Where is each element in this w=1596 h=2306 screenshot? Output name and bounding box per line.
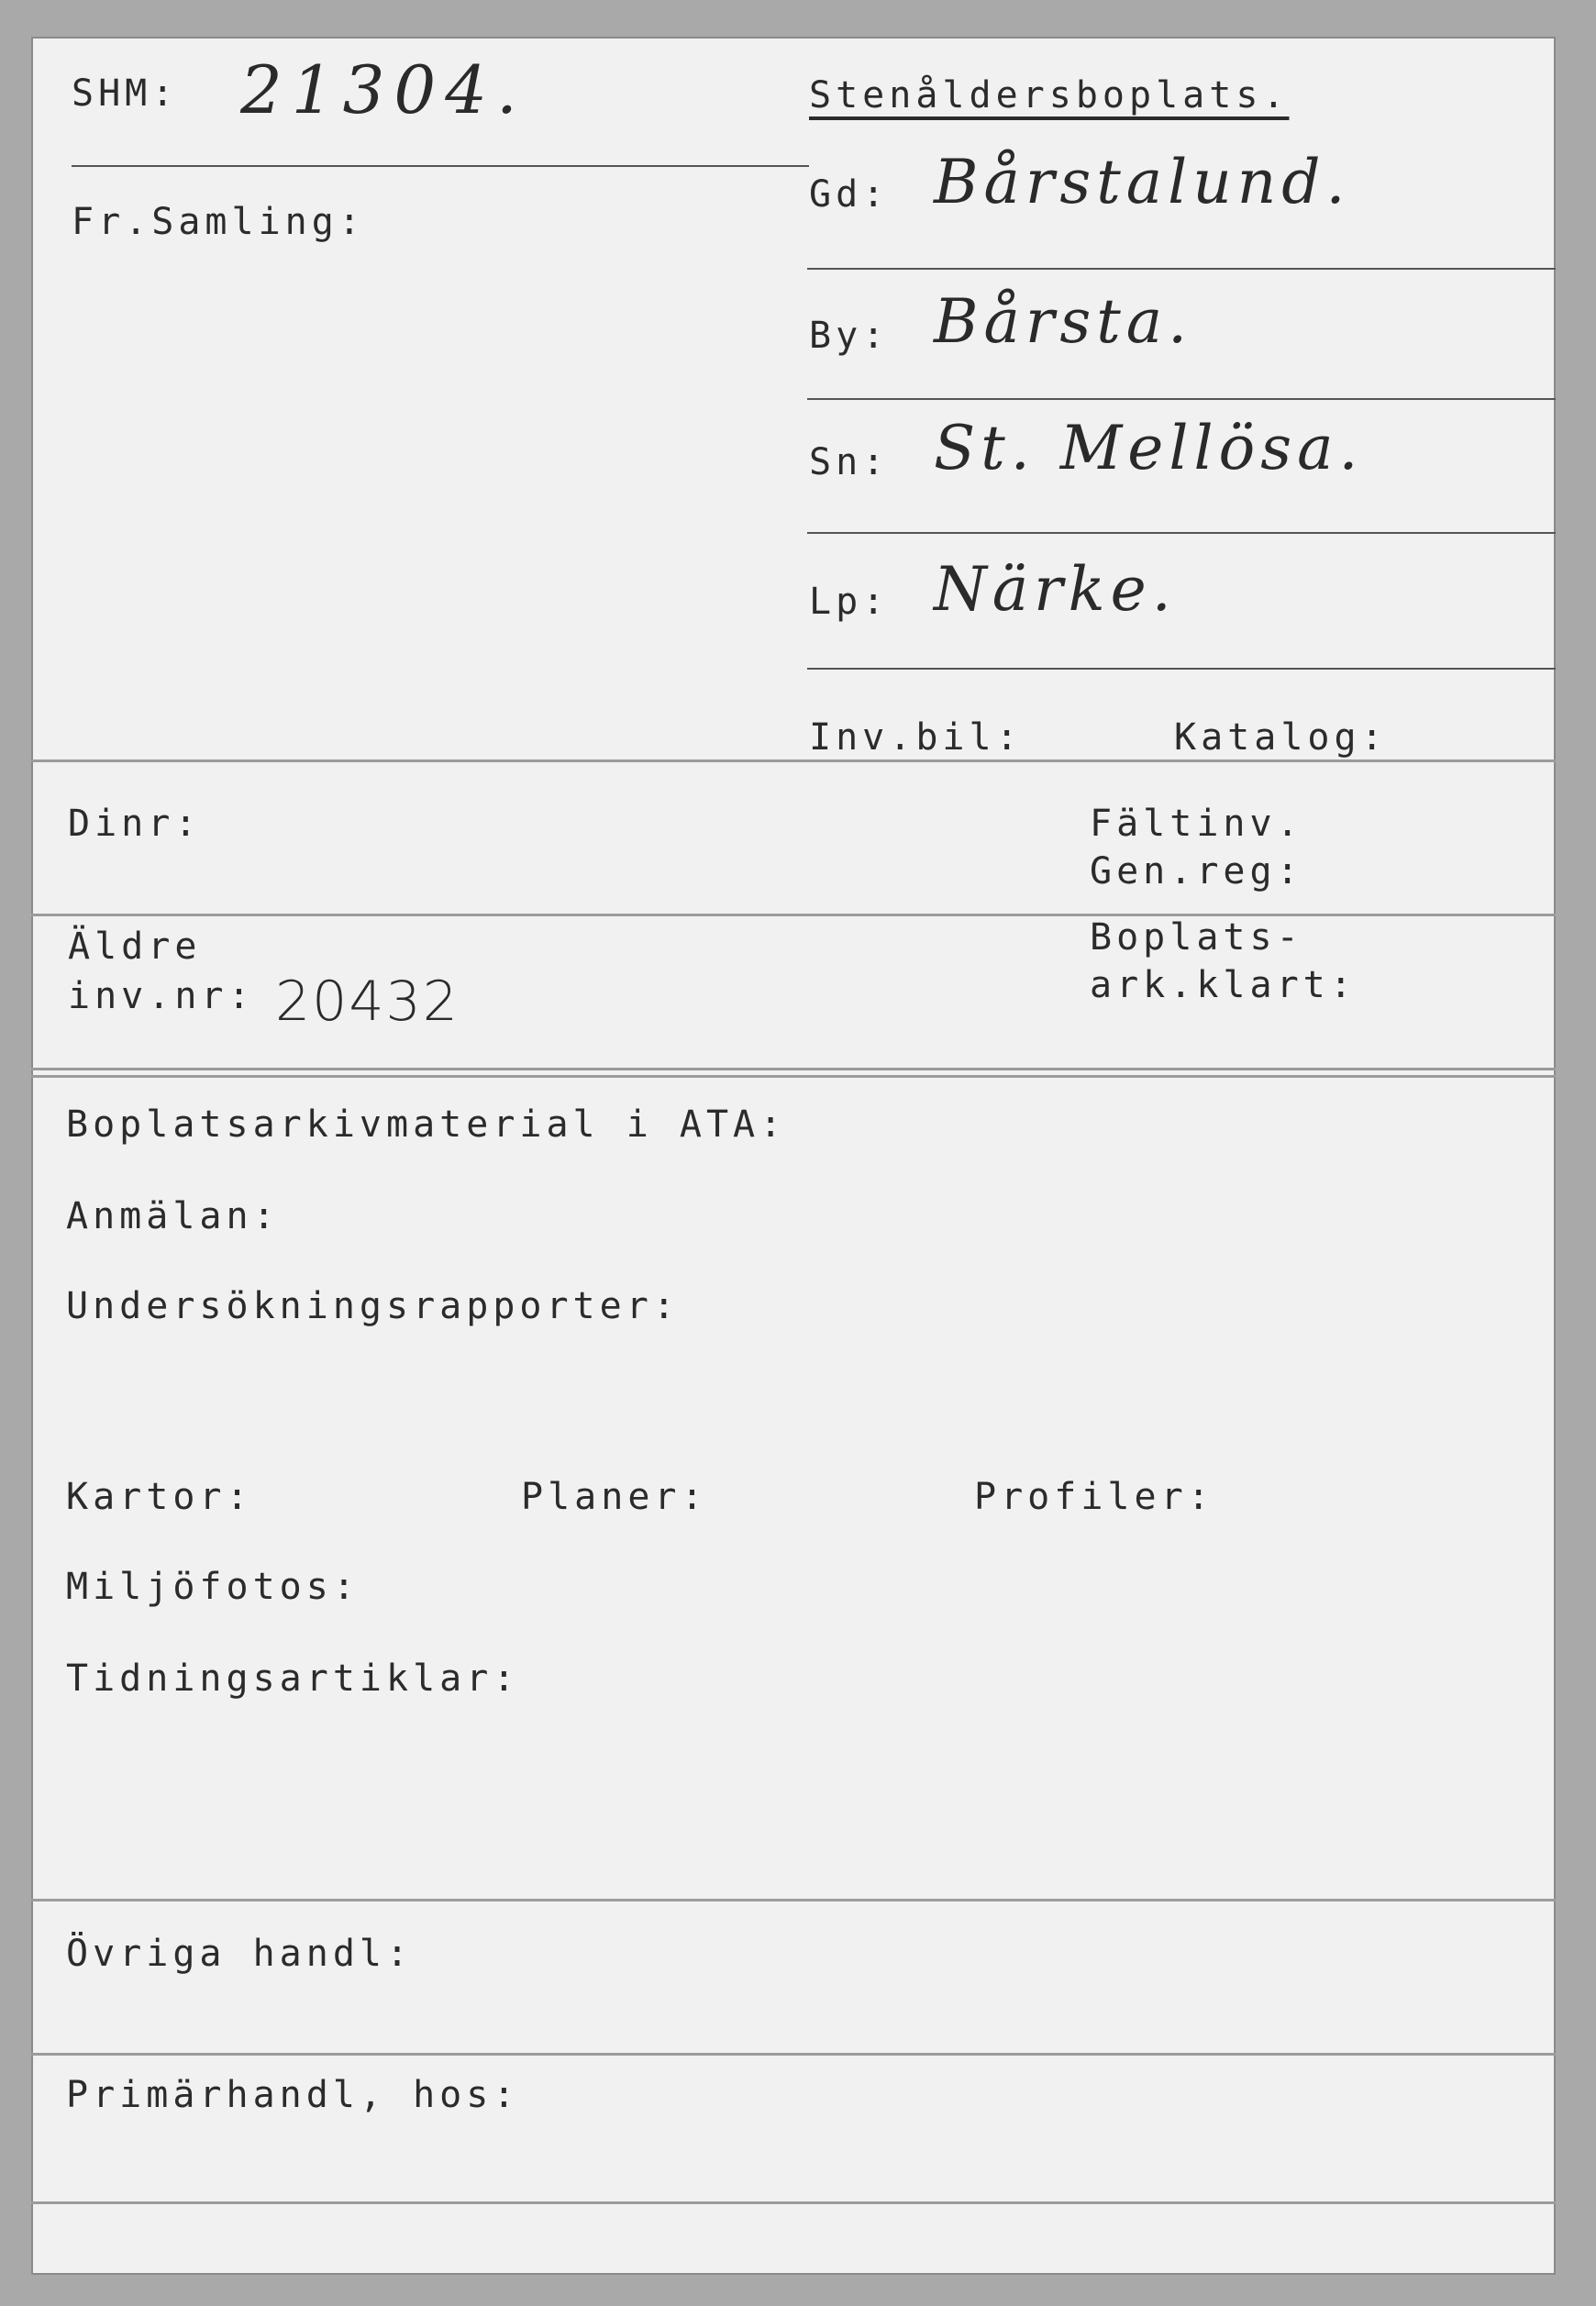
by-value-handwritten: Bårsta. <box>934 286 1193 357</box>
anmalan-label: Anmälan: <box>66 1195 280 1237</box>
inv-nr-handwritten: 20432 <box>275 970 460 1034</box>
gen-reg-label: Gen.reg: <box>1090 850 1303 892</box>
fr-samling-label: Fr.Samling: <box>72 201 365 243</box>
gd-label: Gd: <box>809 173 890 216</box>
tidning-label: Tidningsartiklar: <box>66 1657 520 1700</box>
gd-divider <box>807 268 1556 270</box>
ovriga-handl-label: Övriga handl: <box>66 1933 414 1975</box>
by-label: By: <box>809 315 890 357</box>
faltinv-label: Fältinv. <box>1090 803 1303 845</box>
dinr-label: Dinr: <box>68 803 202 845</box>
katalog-label: Katalog: <box>1174 716 1388 759</box>
sn-divider <box>807 532 1556 534</box>
ark-klart-label: ark.klart: <box>1090 964 1357 1006</box>
gd-value-handwritten: Bårstalund. <box>934 147 1351 217</box>
boplats-label: Boplats- <box>1090 916 1303 959</box>
undersokning-label: Undersökningsrapporter: <box>66 1285 680 1327</box>
section-divider-1 <box>31 759 1556 762</box>
inv-bil-label: Inv.bil: <box>809 716 1023 759</box>
section-divider-2 <box>31 914 1556 916</box>
section-divider-6 <box>31 2201 1556 2204</box>
sn-value-handwritten: St. Mellösa. <box>934 413 1364 483</box>
kartor-label: Kartor: <box>66 1476 253 1518</box>
section-divider-4 <box>31 1899 1556 1901</box>
section-divider-3a <box>31 1068 1556 1070</box>
aldre-label: Äldre <box>68 926 202 968</box>
miljofotos-label: Miljöfotos: <box>66 1566 360 1608</box>
site-category: Stenåldersboplats. <box>809 74 1290 116</box>
planer-label: Planer: <box>521 1476 708 1518</box>
lp-label: Lp: <box>809 581 890 623</box>
shm-number-handwritten: 21304. <box>240 51 526 128</box>
lp-divider <box>807 668 1556 670</box>
primar-handl-label: Primärhandl, hos: <box>66 2074 520 2116</box>
inv-nr-label: inv.nr: <box>68 975 255 1017</box>
lp-value-handwritten: Närke. <box>934 554 1177 625</box>
section-divider-3b <box>31 1075 1556 1078</box>
profiler-label: Profiler: <box>974 1476 1214 1518</box>
sn-label: Sn: <box>809 441 890 483</box>
shm-label: SHM: <box>72 72 179 115</box>
archive-title: Boplatsarkivmaterial i ATA: <box>66 1103 787 1146</box>
shm-divider <box>72 165 809 167</box>
by-divider <box>807 398 1556 400</box>
section-divider-5 <box>31 2053 1556 2056</box>
